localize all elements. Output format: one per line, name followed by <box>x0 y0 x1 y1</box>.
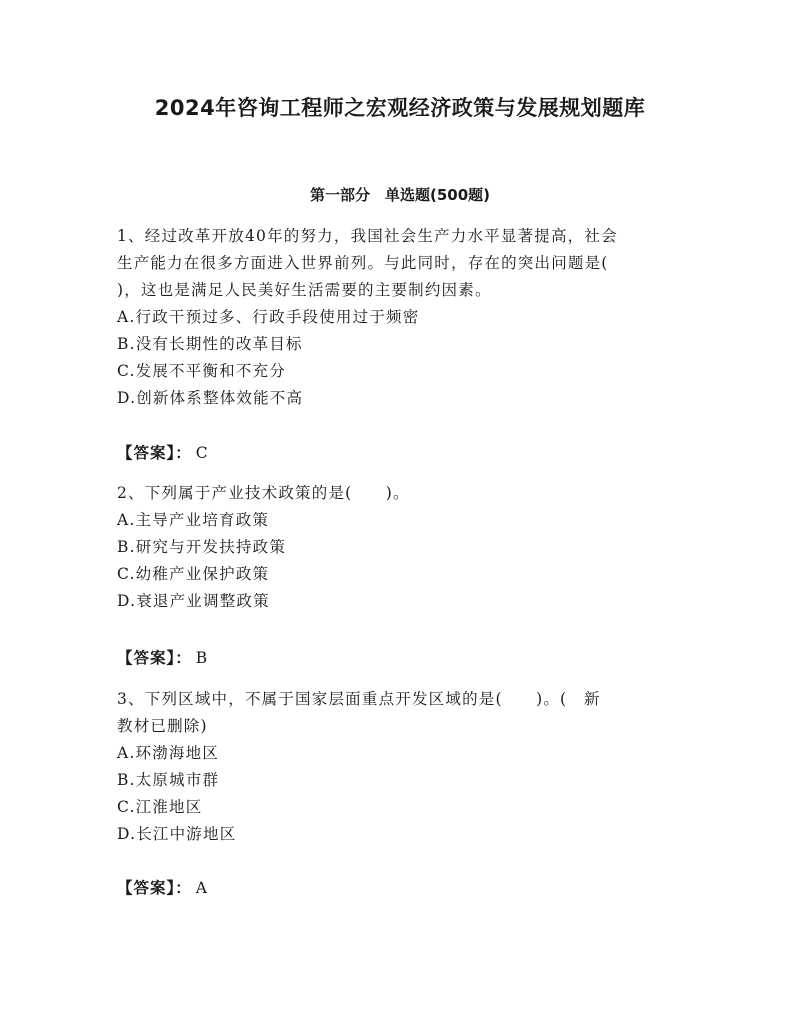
option-b: B.太原城市群 <box>117 771 220 789</box>
question-stem <box>117 223 677 304</box>
section-title: 第一部分 单选题(500题) <box>309 186 491 204</box>
answer-1 <box>117 441 208 465</box>
option-c: C.幼稚产业保护政策 <box>117 565 270 583</box>
option-d: D.衰退产业调整政策 <box>117 592 270 610</box>
question-stem <box>117 480 677 507</box>
question-stem-line: )，这也是满足人民美好生活需要的主要制约因素。 <box>117 281 492 299</box>
question-stem-line: 3、下列区域中，不属于国家层面重点开发区域的是( )。( 新 <box>117 690 601 708</box>
answer-value: C <box>195 444 208 462</box>
question-stem-line: 1、经过改革开放40年的努力，我国社会生产力水平显著提高，社会 <box>117 227 618 245</box>
option-b: B.没有长期性的改革目标 <box>117 335 303 353</box>
answer-value: B <box>195 649 208 667</box>
answer-value: A <box>195 879 207 897</box>
question-stem-line: 2、下列属于产业技术政策的是( )。 <box>117 484 410 502</box>
answer-label: 【答案】： <box>117 444 192 462</box>
question-1 <box>117 223 677 412</box>
answer-label: 【答案】： <box>117 649 192 667</box>
question-stem <box>117 686 677 740</box>
answer-2 <box>117 646 207 670</box>
option-d: D.创新体系整体效能不高 <box>117 389 304 407</box>
document-title: 2024年咨询工程师之宏观经济政策与发展规划题库 <box>154 96 646 120</box>
option-a: A.行政干预过多、行政手段使用过于频密 <box>117 308 420 326</box>
option-d: D.长江中游地区 <box>117 825 237 843</box>
question-stem-line: 教材已删除) <box>117 717 208 735</box>
option-a: A.环渤海地区 <box>117 744 220 762</box>
option-a: A.主导产业培育政策 <box>117 511 270 529</box>
question-2 <box>117 480 677 615</box>
option-c: C.江淮地区 <box>117 798 203 816</box>
option-b: B.研究与开发扶持政策 <box>117 538 287 556</box>
answer-label: 【答案】： <box>117 879 192 897</box>
question-stem-line: 生产能力在很多方面进入世界前列。与此同时，存在的突出问题是( <box>117 254 609 272</box>
option-c: C.发展不平衡和不充分 <box>117 362 286 380</box>
question-3 <box>117 686 677 848</box>
answer-3 <box>117 876 207 900</box>
